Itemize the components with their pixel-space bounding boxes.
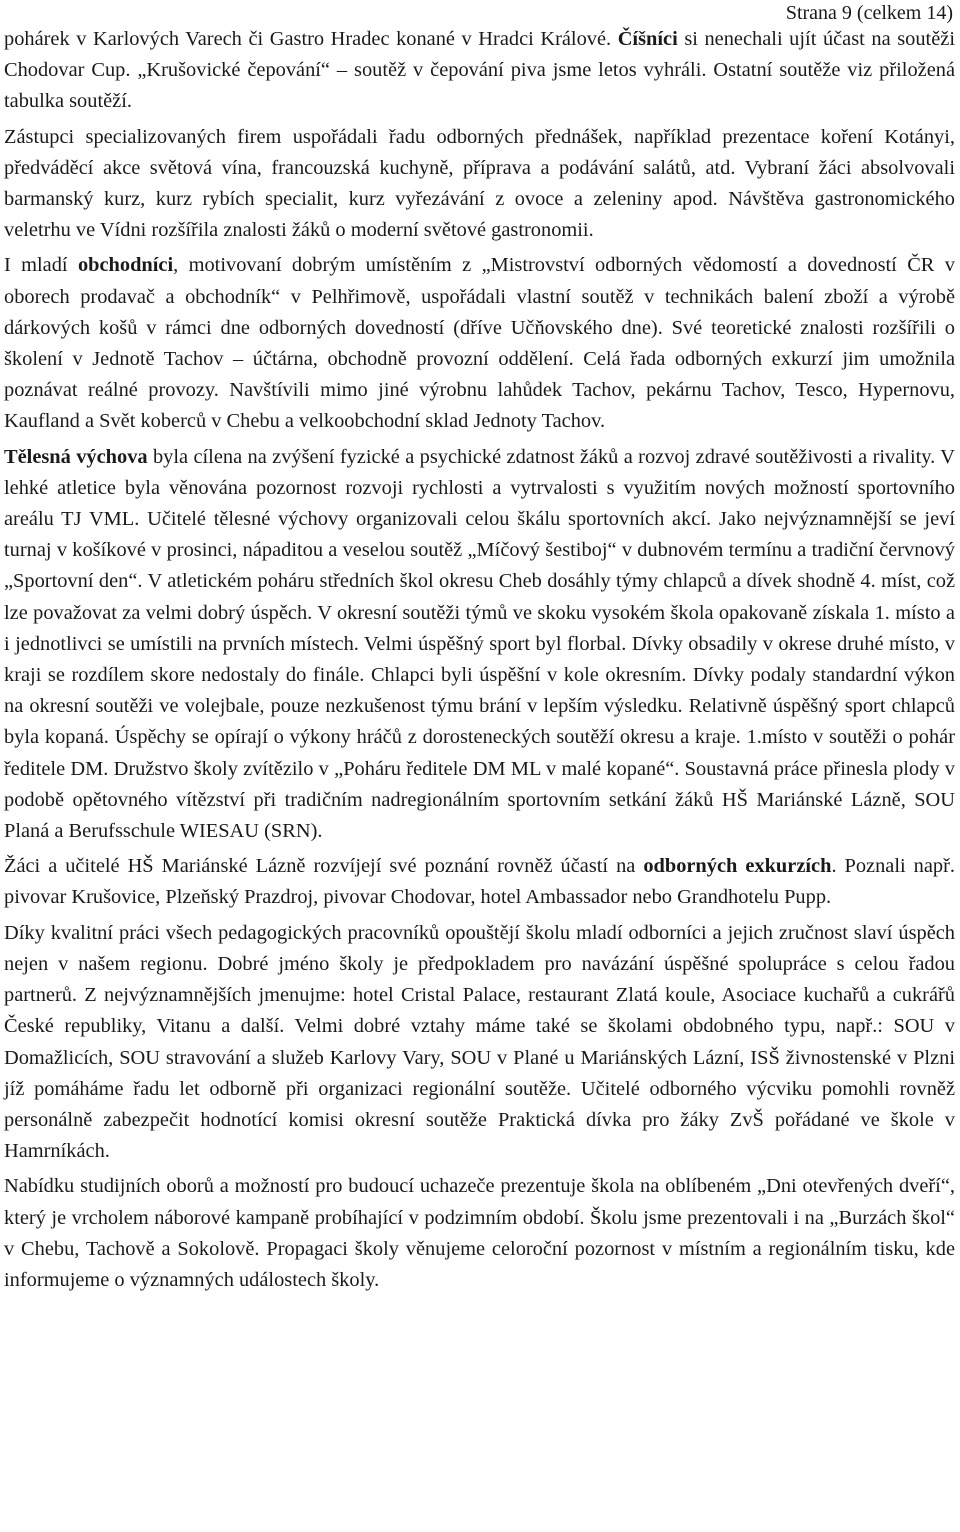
paragraph-obchodnici — [4, 250, 955, 437]
text-run: si nenechali ujít účast na soutěži Chodovar Cup. „Krušovické čepování“ – soutěž v čepování piva jsme letos vyhráli. Ostatní soutěže viz přiložená tabulka soutěží. — [4, 28, 955, 113]
paragraph-lectures: Zástupci specializovaných firem uspořádali řadu odborných přednášek, například prezentace koření Kotányi, předváděcí akce světová vína, francouzská kuchyně, příprava a podávání salátů, atd. Vybraní žáci absolvovali barmanský kurz, kurz rybích specialit, kurz vyřezávání z ovoce a zeleniny apod. Návštěva gastronomického veletrhu ve Vídni rozšířila znalosti žáků o moderní světové gastronomii. — [4, 125, 955, 242]
page-number-header: Strana 9 (celkem 14) — [785, 2, 953, 24]
paragraph-physical-education — [4, 442, 955, 848]
text-run: I mladí — [4, 254, 78, 277]
text-run: . Poznali např. pivovar Krušovice, Plzeňský Prazdroj, pivovar Chodovar, hotel Ambassador nebo Grandhotelu Pupp. — [4, 855, 955, 909]
text-run: byla cílena na zvýšení fyzické a psychické zdatnost žáků a rozvoj zdravé soutěživosti a rivality. V lehké atletice byla věnována pozornost rozvoji rychlosti a vytrvalosti s využitím nových možností sportovního areálu TJ VML. Učitelé tělesné výchovy organizovali celou škálu sportovních akcí. Jako nejvýznamnější se jeví turnaj v košíkové v prosinci, nápaditou a veselou soutěž „Míčový šestiboj“ v dubnovém termínu a tradiční červnový „Sportovní den“. V atletickém poháru středních škol okresu Cheb dosáhly týmy chlapců a dívek shodně 4. míst, což lze považovat za velmi dobrý úspěch. V okresní soutěži týmů ve skoku vysokém škola opakovaně získala 1. místo a i jednotlivci se umístili na prvních místech. Velmi úspěšný sport byl florbal. Dívky obsadily v okrese druhé místo, v kraji se rozdílem skore nedostaly do finále. Chlapci byli úspěšní v kole okresním. Dívky podaly standardní výkon na okresní soutěži ve volejbale, pouze nezkušenost týmu brání v lepším výsledku. Relativně úspěšný sport chlapců byla kopaná. Úspěchy se opírají o výkony hráčů z dorosteneckých soutěží okresu a kraje. 1.místo v soutěži o pohár ředitele DM. Družstvo školy zvítězilo v „Poháru ředitele DM ML v malé kopané“. Soustavná práce přinesla plody v podobě opětovného vítězství při tradičním nadregionálním sportovním setkání žáků HŠ Mariánské Lázně, SOU Planá a Berufsschule WIESAU (SRN). — [4, 445, 955, 843]
bold-term-obchodnici: obchodníci — [77, 254, 174, 277]
paragraph-competitions — [4, 24, 955, 118]
text-run: pohárek v Karlových Varech či Gastro Hradec konané v Hradci Králové. — [4, 28, 618, 50]
bold-term-odborne-exkurze: odborných exkurzích — [643, 855, 832, 878]
paragraph-excursions — [4, 851, 955, 913]
text-run: Žáci a učitelé HŠ Mariánské Lázně rozvíjejí své poznání rovněž účastí na — [4, 855, 644, 878]
paragraph-partners: Díky kvalitní práci všech pedagogických pracovníků opouštějí školu mladí odborníci a jejich zručnost slaví úspěch nejen v našem regionu. Dobré jméno školy je předpokladem pro navázání úspěšné spolupráce s celou řadou partnerů. Z nejvýznamnějších jmenujme: hotel Cristal Palace, restaurant Zlatá koule, Asociace kuchařů a cukrářů České republiky, Vitanu a další. Velmi dobré vztahy máme také se školami obdobného typu, např.: SOU v Domažlicích, SOU stravování a služeb Karlovy Vary, SOU v Plané u Mariánských Lázní, ISŠ živnostenské v Plzni jíž pomáháme řadu let odborně při organizaci regionální soutěže. Učitelé odborného výcviku pomohli rovněž personálně zabezpečit hodnotící komisi okresní soutěže Praktická dívka pro žáky ZvŠ pořádané ve škole v Hamrníkách. — [4, 921, 955, 1163]
paragraph-promotion: Nabídku studijních oborů a možností pro budoucí uchazeče prezentuje škola na oblíbeném „Dni otevřených dveří“, který je vrcholem náborové kampaně probíhající v podzimním období. Školu jsme prezentovali i na „Burzách škol“ v Chebu, Tachově a Sokolově. Propagaci školy věnujeme celoroční pozornost v místním a regionálním tisku, kde informujeme o významných událostech školy. — [4, 1175, 955, 1291]
text-run: , motivovaní dobrým umístěním z „Mistrovství odborných vědomostí a dovedností ČR v oborech prodavač a obchodník“ v Pelhřimově, uspořádali vlastní soutěž v technikách balení zboží a výrobě dárkových košů v rámci dne odborných dovedností (dříve Učňovského dne). Své teoretické znalosti rozšířili o školení v Jednotě Tachov – účtárna, obchodně provozní oddělení. Celá řada odborných exkurzí jim umožnila poznávat reálné provozy. Navštívili mimo jiné výrobnu lahůdek Tachov, pekárnu Tachov, Tesco, Hypernovu, Kaufland a Svět koberců v Chebu a velkoobchodní sklad Jednoty Tachov. — [4, 254, 955, 433]
bold-term-telesna-vychova: Tělesná výchova — [4, 445, 148, 468]
bold-term-cisnici: Číšníci — [617, 28, 678, 50]
